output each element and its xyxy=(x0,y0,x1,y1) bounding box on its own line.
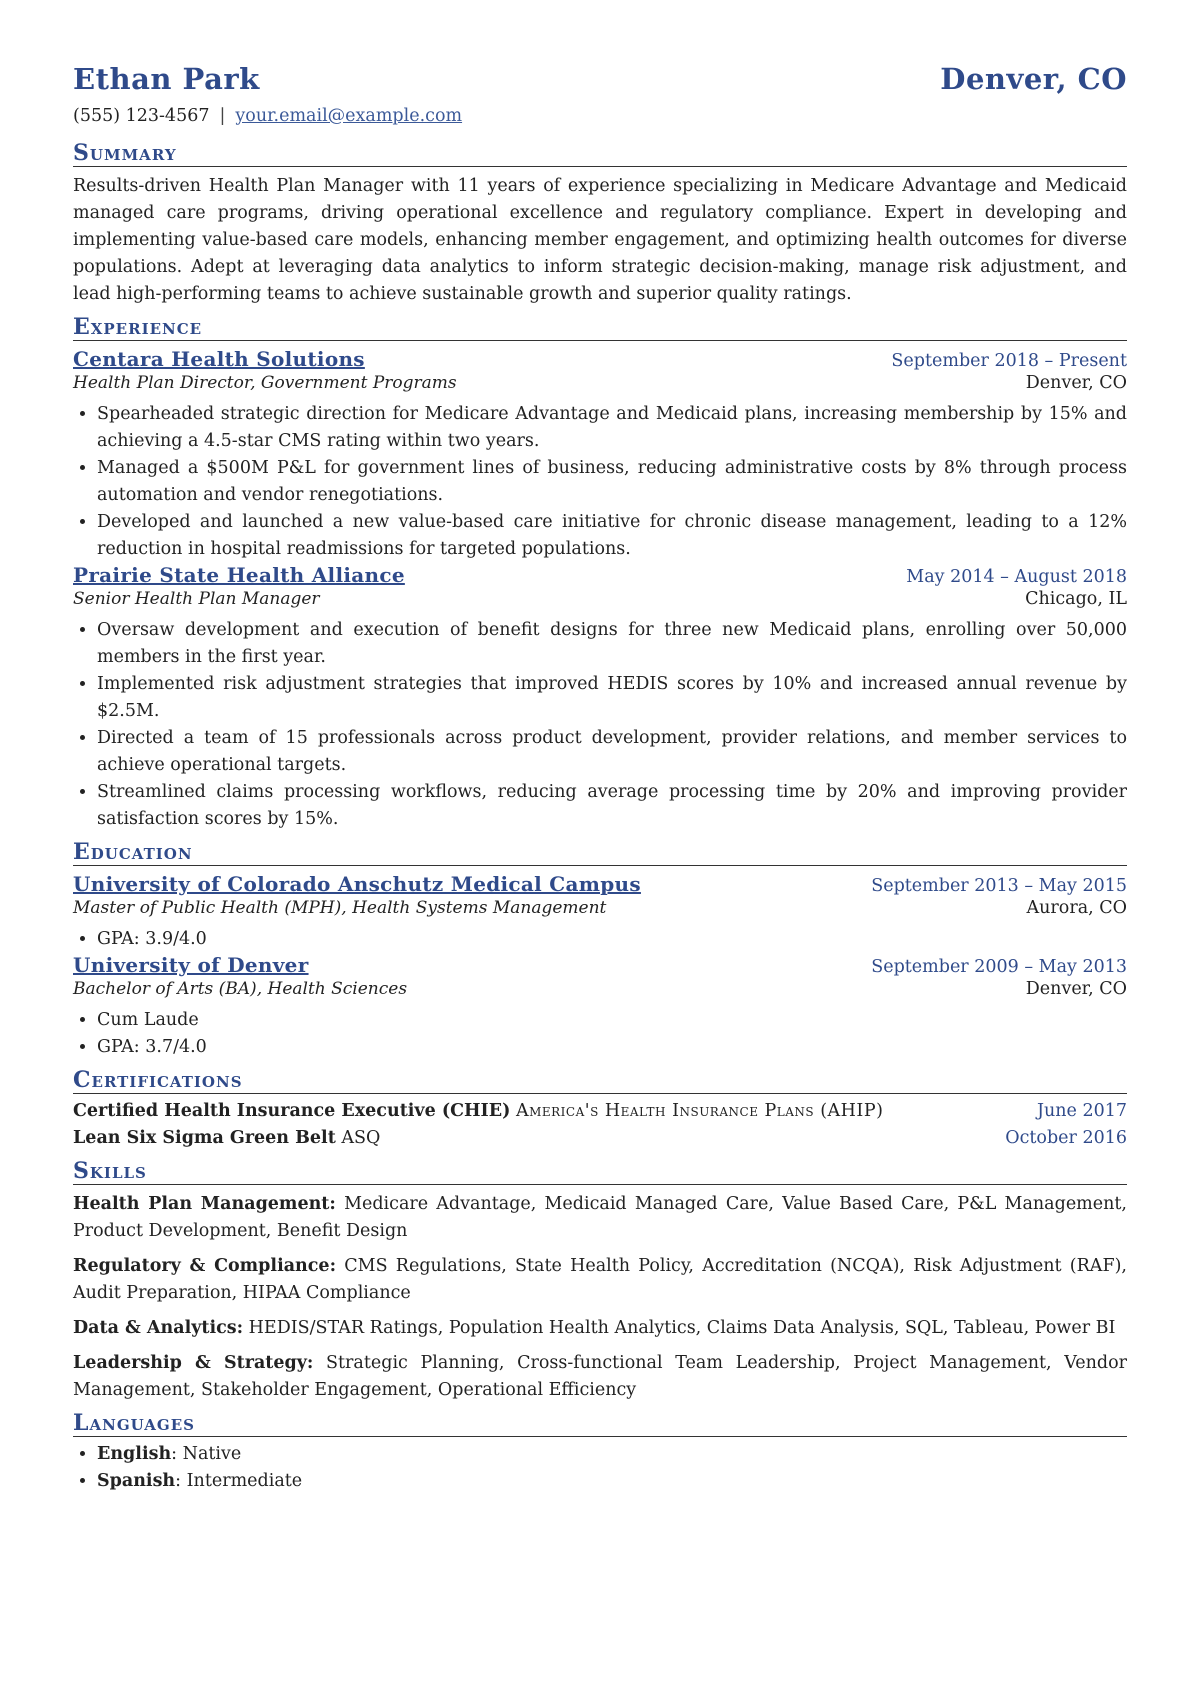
degree-title: Bachelor of Arts (BA), Health Sciences xyxy=(73,979,408,999)
job-bullets xyxy=(73,617,1127,833)
skill-group-items: Medicare Advantage, Medicaid Managed Care, Value Based Care, P&L Management, Product Development, Benefit Design xyxy=(73,1194,1127,1241)
skill-group-label: Health Plan Management: xyxy=(73,1194,336,1214)
section-title-skills: Skills xyxy=(73,1158,1127,1185)
language-level: : Intermediate xyxy=(175,1471,303,1491)
skill-group-label: Regulatory & Compliance: xyxy=(73,1256,337,1276)
skill-group-label: Data & Analytics: xyxy=(73,1318,244,1338)
job-bullet: • Oversaw development and execution of benefit designs for three new Medicaid plans, enrolling over 50,000 members in the first year. xyxy=(97,617,1127,671)
section-title-experience: Experience xyxy=(73,314,1127,341)
contact-separator: | xyxy=(219,106,226,126)
section-title-certifications: Certifications xyxy=(73,1067,1127,1094)
skills-section xyxy=(73,1158,1127,1404)
school-bullets xyxy=(73,1007,1127,1061)
job-bullet: • Spearheaded strategic direction for Medicare Advantage and Medicaid plans, increasing membership by 15% and achieving a 4.5-star CMS rating within two years. xyxy=(97,401,1127,455)
school-header-row xyxy=(73,953,1127,977)
certification-name: Lean Six Sigma Green Belt xyxy=(73,1128,336,1148)
job-subheader-row xyxy=(73,373,1127,393)
job-location: Denver, CO xyxy=(1025,373,1127,393)
certification-date: June 2017 xyxy=(1036,1101,1127,1121)
skill-group xyxy=(73,1350,1127,1404)
language-name: Spanish xyxy=(97,1471,176,1491)
job-bullet: • Managed a $500M P&L for government lines of business, reducing administrative costs by 8% through process automation and vendor renegotiations. xyxy=(97,455,1127,509)
language-level: : Native xyxy=(171,1444,242,1464)
job-title: Health Plan Director, Government Programs xyxy=(73,373,457,393)
company-name[interactable]: Centara Health Solutions xyxy=(73,347,365,371)
certification-row xyxy=(73,1098,1127,1125)
certification-name: Certified Health Insurance Executive (CHIE) xyxy=(73,1101,511,1121)
job-bullet: • Developed and launched a new value-based care initiative for chronic disease management, leading to a 12% reduction in hospital readmissions for targeted populations. xyxy=(97,509,1127,563)
company-name[interactable]: Prairie State Health Alliance xyxy=(73,563,405,587)
skill-group xyxy=(73,1315,1127,1342)
job-bullets xyxy=(73,401,1127,563)
job-location: Chicago, IL xyxy=(1025,589,1127,609)
school-entry xyxy=(73,953,1127,1061)
job-entry xyxy=(73,563,1127,833)
skill-group xyxy=(73,1191,1127,1245)
job-header-row xyxy=(73,347,1127,371)
resume-page xyxy=(73,62,1127,1495)
certifications-section xyxy=(73,1067,1127,1152)
job-header-row xyxy=(73,563,1127,587)
skill-group-items: CMS Regulations, State Health Policy, Accreditation (NCQA), Risk Adjustment (RAF), Audit Preparation, HIPAA Compliance xyxy=(73,1256,1127,1303)
job-bullet: • Implemented risk adjustment strategies that improved HEDIS scores by 10% and increased annual revenue by $2.5M. xyxy=(97,671,1127,725)
school-subheader-row xyxy=(73,979,1127,999)
skill-group xyxy=(73,1253,1127,1307)
school-location: Denver, CO xyxy=(1025,979,1127,999)
job-title: Senior Health Plan Manager xyxy=(73,589,320,609)
certification-text xyxy=(73,1125,380,1152)
school-bullet: • Cum Laude xyxy=(97,1007,1127,1034)
school-bullets xyxy=(73,926,1127,953)
summary-text: Results-driven Health Plan Manager with 11 years of experience specializing in Medicare Advantage and Medicaid managed care programs, driving operational excellence and regulatory compliance. Expert in developing and implementing value-based care models, enhancing member engagement, and optimizing health outcomes for diverse populations. Adept at leveraging data analytics to inform strategic decision-making, manage risk adjustment, and lead high-performing teams to achieve sustainable growth and superior quality ratings. xyxy=(73,176,1127,304)
certification-text xyxy=(73,1098,883,1125)
email-link[interactable]: your.email@example.com xyxy=(235,106,463,126)
school-header-row xyxy=(73,872,1127,896)
degree-title: Master of Public Health (MPH), Health Systems Management xyxy=(73,898,607,918)
education-section xyxy=(73,839,1127,1061)
skill-group-items: Strategic Planning, Cross-functional Team Leadership, Project Management, Vendor Management, Stakeholder Engagement, Operational Efficiency xyxy=(73,1353,1127,1400)
section-title-languages: Languages xyxy=(73,1410,1127,1437)
job-entry xyxy=(73,347,1127,563)
school-name[interactable]: University of Denver xyxy=(73,953,309,977)
language-item xyxy=(97,1468,1127,1495)
section-title-education: Education xyxy=(73,839,1127,866)
languages-list xyxy=(73,1441,1127,1495)
language-item xyxy=(97,1441,1127,1468)
school-entry xyxy=(73,872,1127,953)
job-bullet: • Streamlined claims processing workflows, reducing average processing time by 20% and improving provider satisfaction scores by 15%. xyxy=(97,779,1127,833)
resume-header xyxy=(73,62,1127,102)
school-dates: September 2013 – May 2015 xyxy=(871,876,1127,896)
school-dates: September 2009 – May 2013 xyxy=(871,957,1127,977)
summary-section xyxy=(73,140,1127,308)
certification-issuer: America's Health Insurance Plans (AHIP) xyxy=(515,1101,884,1121)
skill-group-label: Leadership & Strategy: xyxy=(73,1353,314,1373)
school-bullet: • GPA: 3.7/4.0 xyxy=(97,1034,1127,1061)
certification-issuer: ASQ xyxy=(341,1128,381,1148)
section-title-summary: Summary xyxy=(73,140,1127,167)
school-location: Aurora, CO xyxy=(1026,898,1127,918)
job-bullet: • Directed a team of 15 professionals across product development, provider relations, and member services to achieve operational targets. xyxy=(97,725,1127,779)
certification-row xyxy=(73,1125,1127,1152)
job-dates: September 2018 – Present xyxy=(891,351,1127,371)
phone-number: (555) 123-4567 xyxy=(73,106,210,126)
certification-date: October 2016 xyxy=(1005,1128,1127,1148)
languages-section xyxy=(73,1410,1127,1495)
skill-group-items: HEDIS/STAR Ratings, Population Health Analytics, Claims Data Analysis, SQL, Tableau, Power BI xyxy=(248,1318,1116,1338)
school-subheader-row xyxy=(73,898,1127,918)
experience-section xyxy=(73,314,1127,833)
job-dates: May 2014 – August 2018 xyxy=(906,567,1127,587)
language-name: English xyxy=(97,1444,172,1464)
contact-line xyxy=(73,106,1127,134)
school-name[interactable]: University of Colorado Anschutz Medical Campus xyxy=(73,872,641,896)
candidate-name: Ethan Park xyxy=(73,62,260,96)
school-bullet: • GPA: 3.9/4.0 xyxy=(97,926,1127,953)
candidate-location: Denver, CO xyxy=(940,62,1127,96)
job-subheader-row xyxy=(73,589,1127,609)
